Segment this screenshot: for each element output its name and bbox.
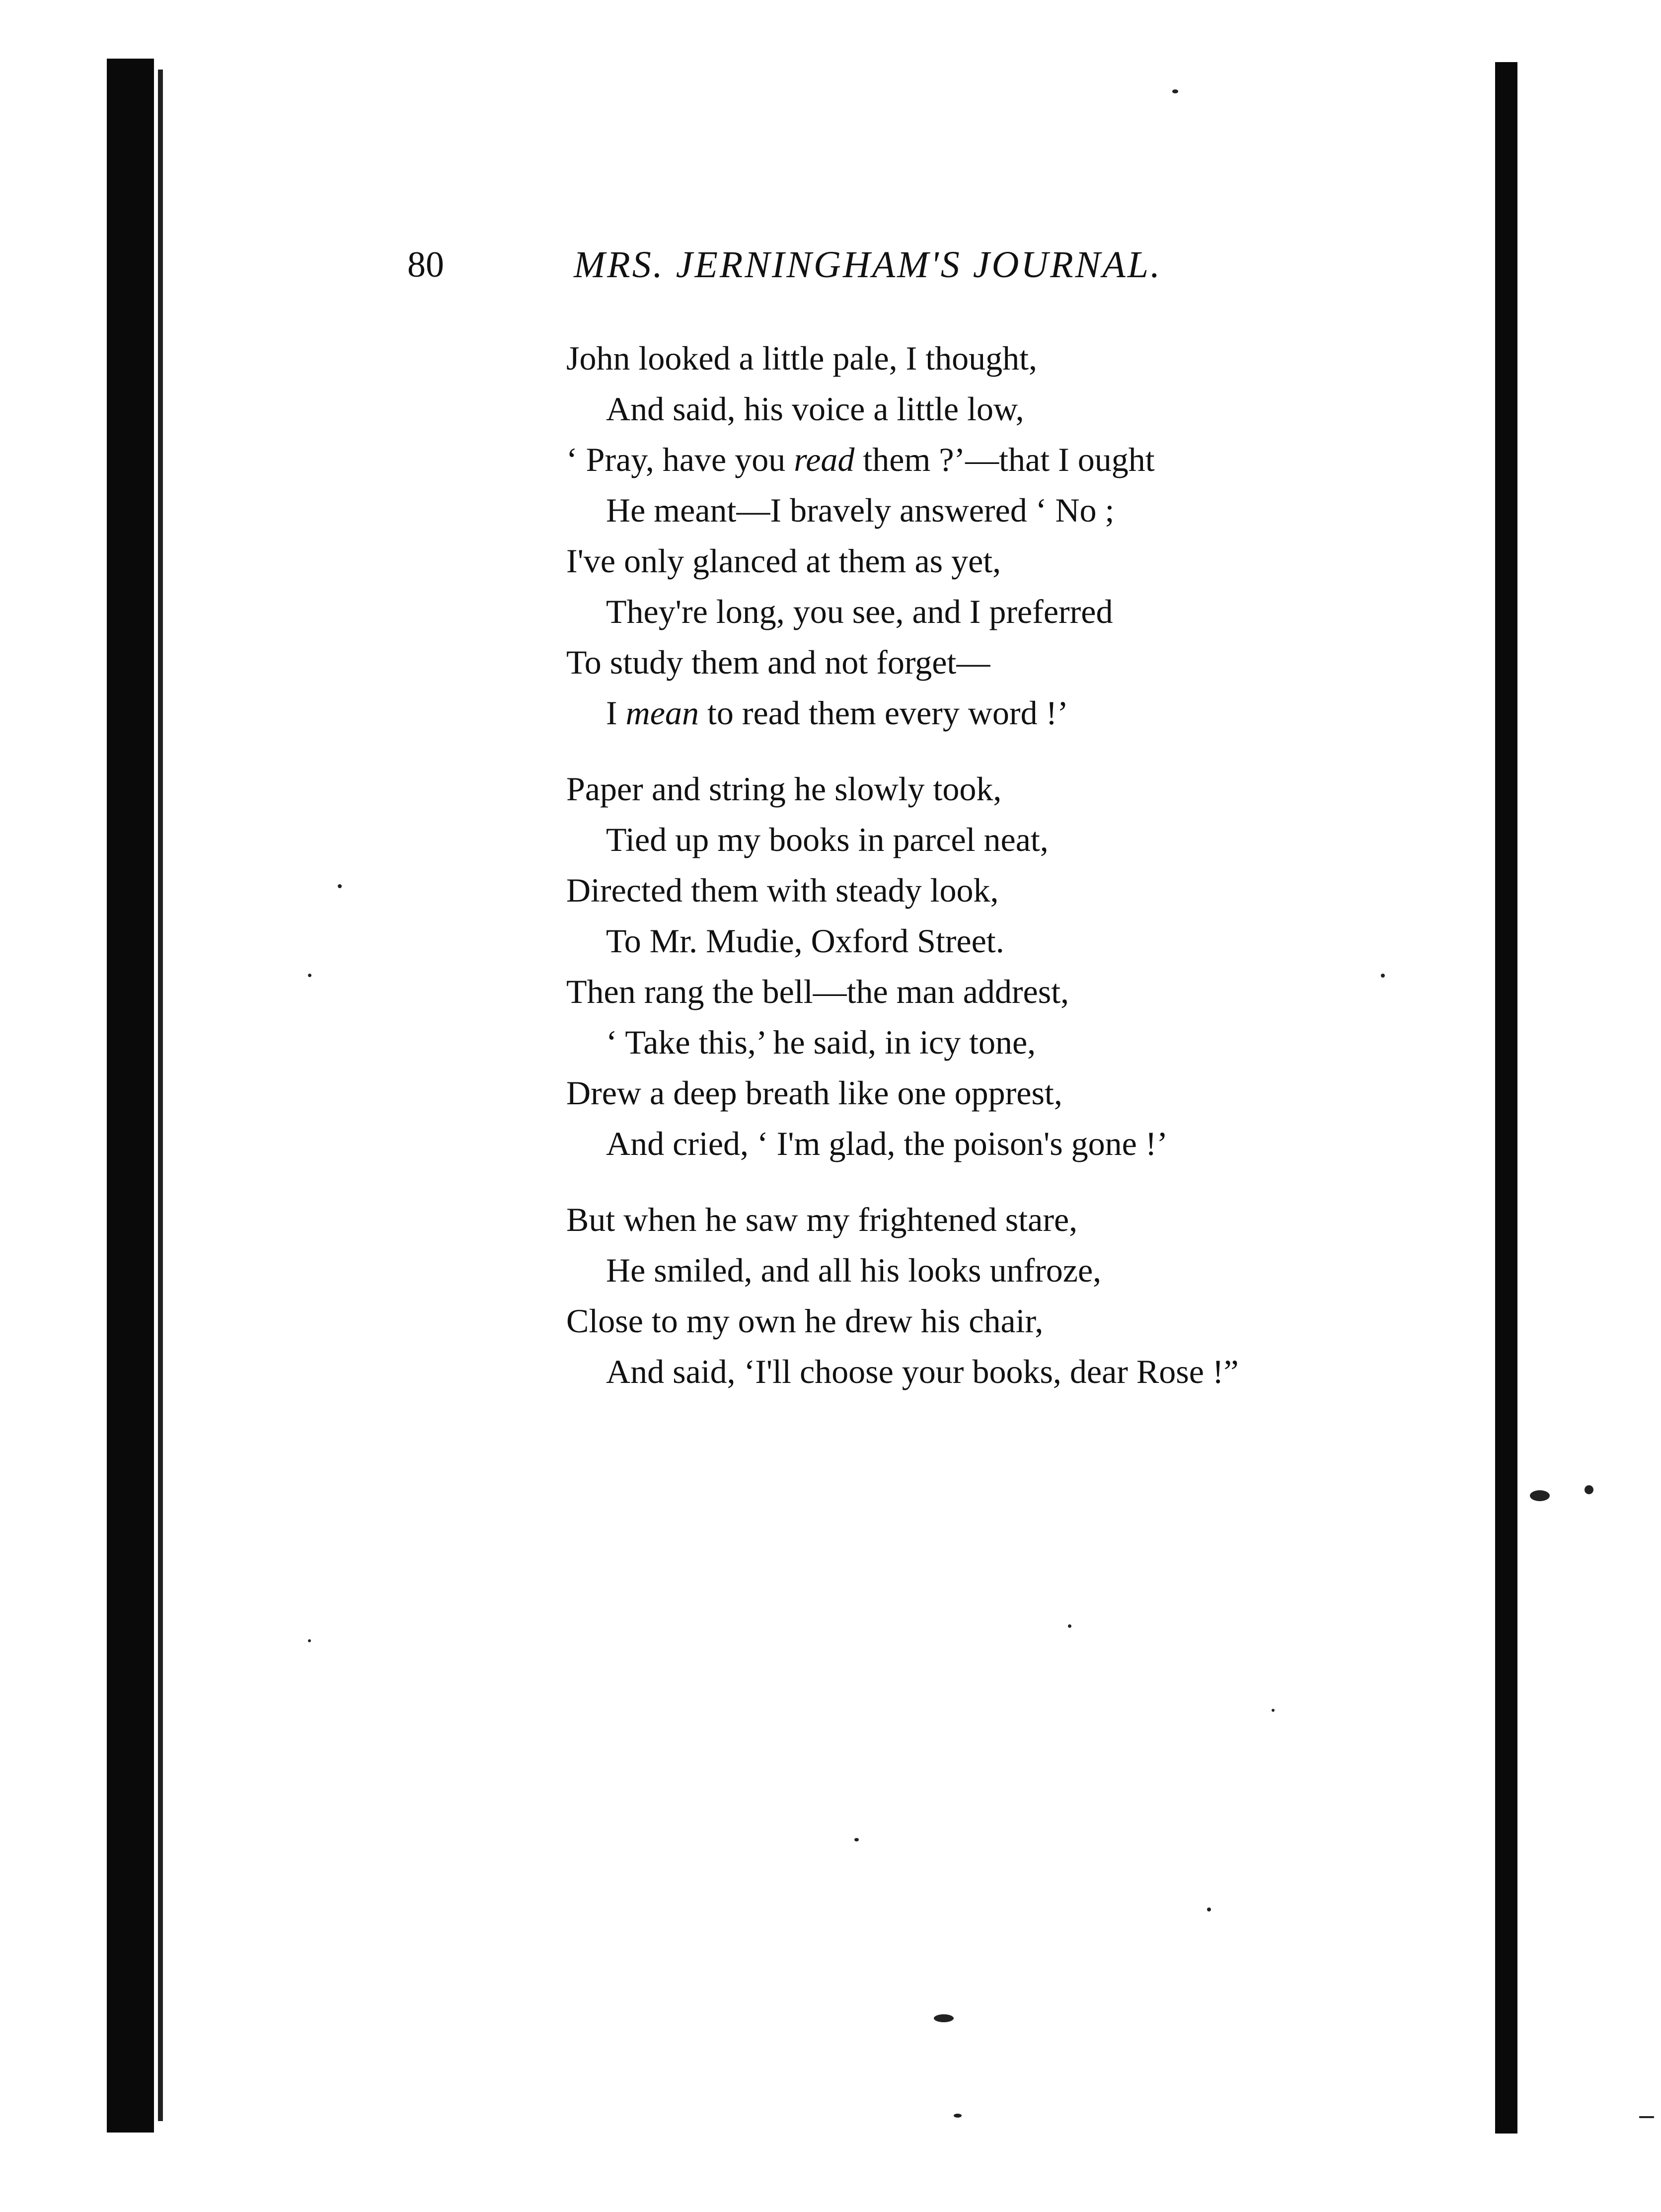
scan-edge-left-inner [158,70,163,2121]
scan-speck [1272,1709,1275,1712]
scan-speck [1530,1490,1550,1501]
poem-line: Then rang the bell—the man addrest, [566,973,1069,1010]
poem-line: John looked a little pale, I thought, [566,339,1038,377]
stanza-1 [566,333,1460,738]
scan-speck [1068,1624,1071,1628]
poem-line: Paper and string he slowly took, [566,770,1002,808]
poem-line: They're long, you see, and I preferred [606,593,1113,630]
scan-speck [308,974,311,977]
poem-line [566,687,1460,738]
line-segment: them ?’—that I ought [854,441,1155,478]
poem-line: Directed them with steady look, [566,871,999,909]
scan-speck [1639,2116,1654,2118]
line-segment: to read them every word !’ [698,694,1068,732]
scan-speck [1585,1485,1593,1494]
poem-line: I've only glanced at them as yet, [566,542,1001,580]
scan-speck [934,2014,954,2022]
poem [566,333,1460,1422]
italic-word: mean [625,694,699,732]
scan-speck [1381,974,1385,978]
italic-word: read [794,441,855,478]
poem-line [566,434,1460,485]
scan-speck [1172,89,1178,93]
poem-line: Close to my own he drew his chair, [566,1302,1044,1340]
poem-line: But when he saw my frightened stare, [566,1201,1078,1238]
scan-speck [1207,1907,1211,1911]
scan-speck [308,1639,311,1642]
poem-line: ‘ Take this,’ he said, in icy tone, [606,1023,1036,1061]
stanza-2 [566,763,1460,1169]
scan-speck [954,2114,962,2118]
line-segment: ‘ Pray, have you [566,441,794,478]
poem-line: He smiled, and all his looks unfroze, [606,1251,1102,1289]
poem-line: To study them and not forget— [566,643,990,681]
scan-speck [338,884,342,888]
running-head: MRS. JERNINGHAM'S JOURNAL. [574,244,1162,286]
line-segment: I [606,694,626,732]
poem-line: Drew a deep breath like one opprest, [566,1074,1062,1112]
poem-line: To Mr. Mudie, Oxford Street. [606,922,1004,960]
poem-line: Tied up my books in parcel neat, [606,821,1049,858]
scan-edge-left [107,59,154,2133]
poem-line: And said, ‘I'll choose your books, dear Rose !” [606,1353,1239,1390]
stanza-3 [566,1194,1460,1397]
page-number: 80 [407,244,444,285]
scan-edge-right [1495,62,1517,2134]
poem-line: And cried, ‘ I'm glad, the poison's gone !’ [606,1125,1168,1162]
poem-line: And said, his voice a little low, [606,390,1024,428]
poem-line: He meant—I bravely answered ‘ No ; [606,491,1115,529]
scan-speck [854,1838,859,1841]
